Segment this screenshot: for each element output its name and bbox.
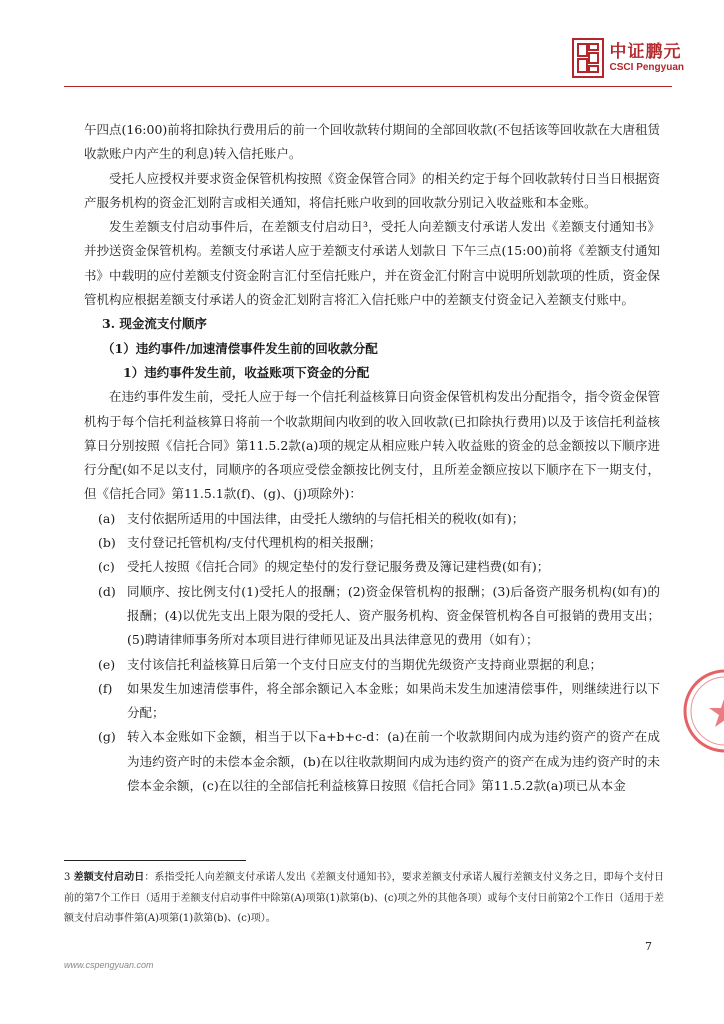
list-item: (c) 受托人按照《信托合同》的规定垫付的发行登记服务费及簿记建档费(如有)； <box>98 559 550 575</box>
section-heading: 3. 现金流支付顺序 <box>102 316 207 332</box>
header-divider <box>64 86 672 87</box>
paragraph-distribution-order: 在违约事件发生前，受托人应于每一个信托利益核算日向资金保管机构发出分配指令，指令资金保管机构于每个信托利益核算日将前一个收款期间内收到的收入回收款(已扣除执行费用)以及于该信托利益核算日分别按照《信托合同》第11.5.2款(a)项的规定从相应账户转入收益账的资金的总金额按以下顺序进行分配(如不足以支付，同顺序的各项应受偿金额按比例支付，且所差金额应按以下顺序在下一期支付，但《信托合同》第11.5.1款(f)、(g)、(j)项除外)： <box>84 389 660 502</box>
list-item: (b) 支付登记托管机构/支付代理机构的相关报酬； <box>98 535 382 551</box>
sub-subsection-heading: 1）违约事件发生前，收益账项下资金的分配 <box>123 364 370 380</box>
company-seal-icon <box>680 666 724 756</box>
footer-url: www.cspengyuan.com <box>64 960 154 970</box>
subsection-heading: （1）违约事件/加速清偿事件发生前的回收款分配 <box>102 340 378 356</box>
footnote <box>64 868 664 930</box>
distribution-list <box>84 507 660 799</box>
list-item: (f) 如果发生加速清偿事件，将全部余额记入本金账；如果尚未发生加速清偿事件，则继续进行以下分配； <box>98 680 660 721</box>
list-item: (e) 支付该信托利益核算日后第一个支付日应支付的当期优先级资产支持商业票据的利息； <box>98 656 603 672</box>
footnote-divider <box>64 860 246 861</box>
list-item: (d) 同顺序、按比例支付(1)受托人的报酬；(2)资金保管机构的报酬；(3)后备资产服务机构(如有)的报酬；(4)以优先支出上限为限的受托人、资产服务机构、资金保管机构各自可报销的费用支出；(5)聘请律师事务所对本项目进行律师见证及出具法律意见的费用（如有）； <box>98 583 660 648</box>
paragraph-shortfall-payment: 发生差额支付启动事件后，在差额支付启动日³，受托人向差额支付承诺人发出《差额支付通知书》并抄送资金保管机构。差额支付承诺人应于差额支付承诺人划款日 下午三点(15:00)前将《差额支付通知书》中载明的应付差额支付资金附言汇付至信托账户，并在资金汇付附言中说明所划款项的性质，资金保管机构应根据差额支付承诺人的资金汇划附言将汇入信托账户中的差额支付资金记入差额支付账中。 <box>84 219 660 308</box>
csci-logo-icon <box>572 38 604 78</box>
document-body <box>84 118 660 798</box>
paragraph-continuation: 午四点(16:00)前将扣除执行费用后的前一个回收款转付期间的全部回收款(不包括该等回收款在大唐租赁收款账户内产生的利息)转入信托账户。 <box>84 122 660 162</box>
brand-header <box>572 38 684 78</box>
page-number: 7 <box>645 940 652 953</box>
footnote-text: ：系指受托人向差额支付承诺人发出《差额支付通知书》，要求差额支付承诺人履行差额支付义务之日，即每个支付日前的第7个工作日（适用于差额支付启动事件中除第(A)项第(1)款第(b)、(c)项之外的其他各项）或每个支付日前第2个工作日（适用于差额支付启动事件第(A)项第(1)款第(b)、(c)项）。 <box>64 872 665 924</box>
footnote-number: 3 <box>64 872 71 883</box>
brand-name-en: CSCI Pengyuan <box>609 62 684 73</box>
paragraph-allocation: 受托人应授权并要求资金保管机构按照《资金保管合同》的相关约定于每个回收款转付日当日根据资产服务机构的资金汇划附言或相关通知，将信托账户收到的回收款分别记入收益账和本金账。 <box>84 170 660 210</box>
list-item: (g) 转入本金账如下金额，相当于以下a+b+c-d：(a)在前一个收款期间内成为违约资产的资产在成为违约资产时的未偿本金余额，(b)在以往收款期间内成为违约资产的资产在成为违约资产时的未偿本金余额，(c)在以往的全部信托利益核算日按照《信托合同》第11.5.2款(a)项已从本金 <box>98 729 660 794</box>
brand-name-cn: 中证鹏元 <box>609 42 682 62</box>
footnote-term: 差额支付启动日 <box>73 872 145 883</box>
list-item: (a) 支付依据所适用的中国法律，由受托人缴纳的与信托相关的税收(如有)； <box>98 510 525 526</box>
